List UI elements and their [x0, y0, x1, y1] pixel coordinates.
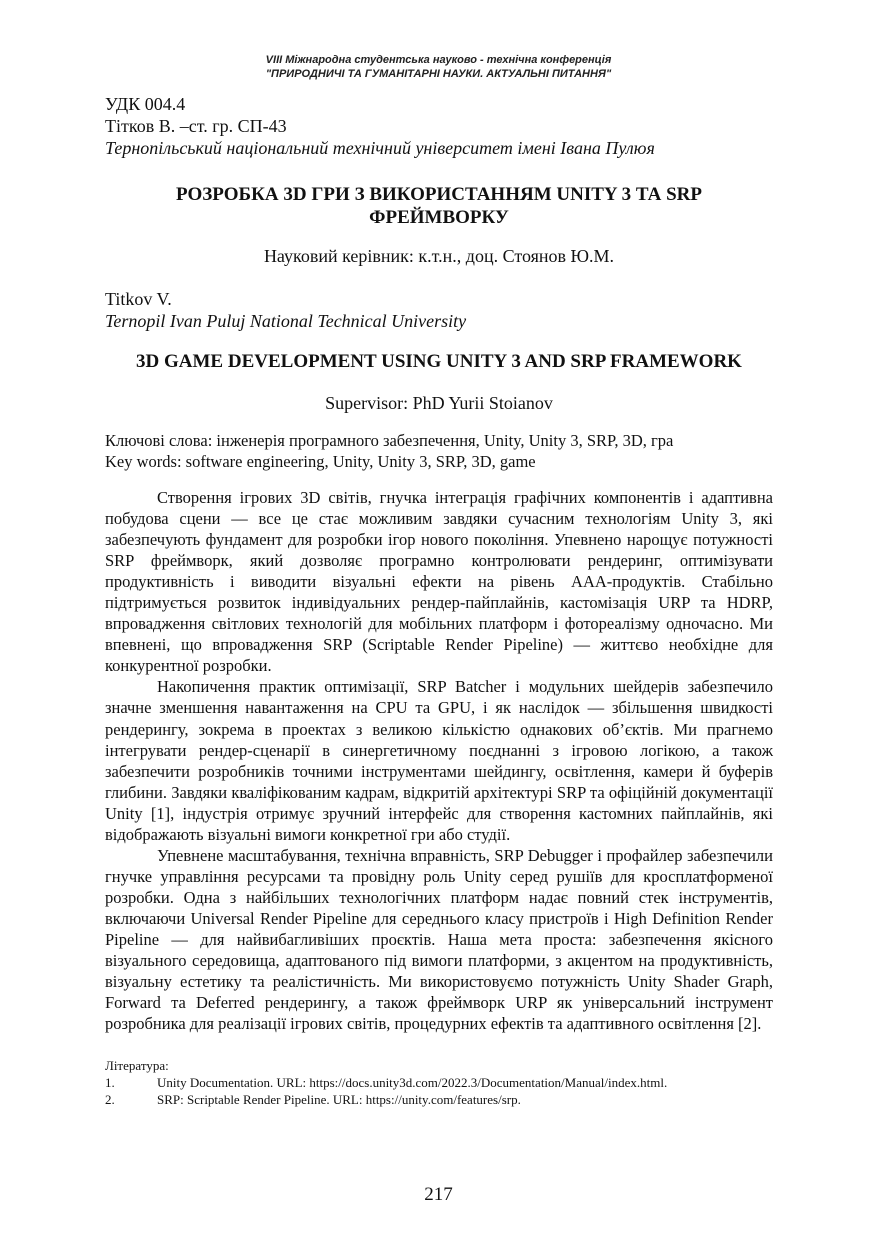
reference-item [105, 1091, 773, 1108]
conference-header [0, 53, 877, 81]
author-ua: Тітков В. –ст. гр. СП-43 [105, 116, 287, 136]
page-number: 217 [424, 1184, 453, 1205]
supervisor-ua: Науковий керівник: к.т.н., доц. Стоянов Ю.М. [263, 246, 615, 266]
paragraph-2: Накопичення практик оптимізації, SRP Batcher і модульних шейдерів забезпечило значне зменшення навантаження на CPU та GPU, і як наслідок — збільшення швидкості рендерингу, зокрема в проектах з великою кількістю однакових об’єктів. Ми прагнемо інтегрувати рендер-сценарії в синергетичному поєднанні з ігровою логікою, а також забезпечити розробників точними інструментами шейдингу, освітлення, камери й буферів глибини. Завдяки кваліфікованим кадрам, відкритій архітектурі SRP та офіційній документації Unity [1], індустрія отримує зручний інтерфейс для створення кастомних пайплайнів, які відображають візуальні вимоги конкретної гри або студії. [105, 677, 773, 844]
paragraph-3: Упевнене масштабування, технічна вправність, SRP Debugger і профайлер забезпечили гнучке управління ресурсами та провідну роль Unity серед рушіїв для кросплатформеної розробки. Одна з найбільших технологічних платформ надає повний стек інструментів, включаючи Universal Render Pipeline для середнього класу пристроїв і High Definition Render Pipeline — для найвибагливіших проєктів. Наша мета проста: забезпечення якісного візуального середовища, адаптованого під вимоги платформи, з акцентом на продуктивність, візуальну естетику та реалістичність. Ми використовуємо потужність Unity Shader Graph, Forward та Deferred рендерингу, а також фреймворк URP як універсальний інструмент розробника для реалізації ігрових світів, процедурних ефектів та адаптивного освітлення [2]. [105, 845, 773, 1034]
author-en: Titkov V. [105, 289, 172, 309]
reference-text: Unity Documentation. URL: https://docs.unity3d.com/2022.3/Documentation/Manual/index.html. [157, 1075, 668, 1090]
affiliation-en: Ternopil Ivan Puluj National Technical University [105, 311, 467, 331]
reference-text: SRP: Scriptable Render Pipeline. URL: https://unity.com/features/srp. [157, 1092, 521, 1107]
title-ua: РОЗРОБКА 3D ГРИ З ВИКОРИСТАННЯМ UNITY 3 ТА SRP ФРЕЙМВОРКУ [175, 184, 703, 228]
conference-header-line-2: "ПРИРОДНИЧІ ТА ГУМАНІТАРНІ НАУКИ. АКТУАЛЬНІ ПИТАННЯ" [265, 68, 612, 80]
paragraph-1: Створення ігрових 3D світів, гнучка інтеграція графічних компонентів і адаптивна побудова сцени — все це стає можливим завдяки сучасним технологіям Unity 3, які забезпечують фундамент для розробки ігор нового покоління. Упевнено нарощує потужності SRP фреймворк, який дозволяє програмно контролювати рендеринг, оптимізувати продуктивність і виводити візуальні ефекти на рівень ААА-продуктів. Стабільно підтримується розвиток індивідуальних рендер-пайплайнів, кастомізація URP та HDRP, впровадження світлових технологій для мобільних платформ і фотореалізму одночасно. Ми впевнені, що впровадження SRP (Scriptable Render Pipeline) — життєво необхідне для конкурентної розробки. [105, 488, 773, 676]
supervisor-en: Supervisor: PhD Yurii Stoianov [325, 393, 553, 413]
udk-code: УДК 004.4 [105, 94, 186, 114]
title-en: 3D GAME DEVELOPMENT USING UNITY 3 AND SRP FRAMEWORK [136, 351, 742, 372]
keywords-ua: Ключові слова: інженерія програмного забезпечення, Unity, Unity 3, SRP, 3D, гра [105, 431, 674, 450]
keywords-en: Key words: software engineering, Unity, Unity 3, SRP, 3D, game [105, 452, 536, 471]
reference-number: 1. [105, 1075, 115, 1090]
references-title: Література: [105, 1058, 169, 1073]
affiliation-ua: Тернопільський національний технічний університет імені Івана Пулюя [105, 138, 655, 158]
reference-item [105, 1074, 773, 1091]
body-text [105, 487, 773, 1034]
conference-header-line-1: VIII Міжнародна студентська науково - технічна конференція [265, 54, 612, 66]
reference-number: 2. [105, 1092, 115, 1107]
references [105, 1057, 773, 1108]
